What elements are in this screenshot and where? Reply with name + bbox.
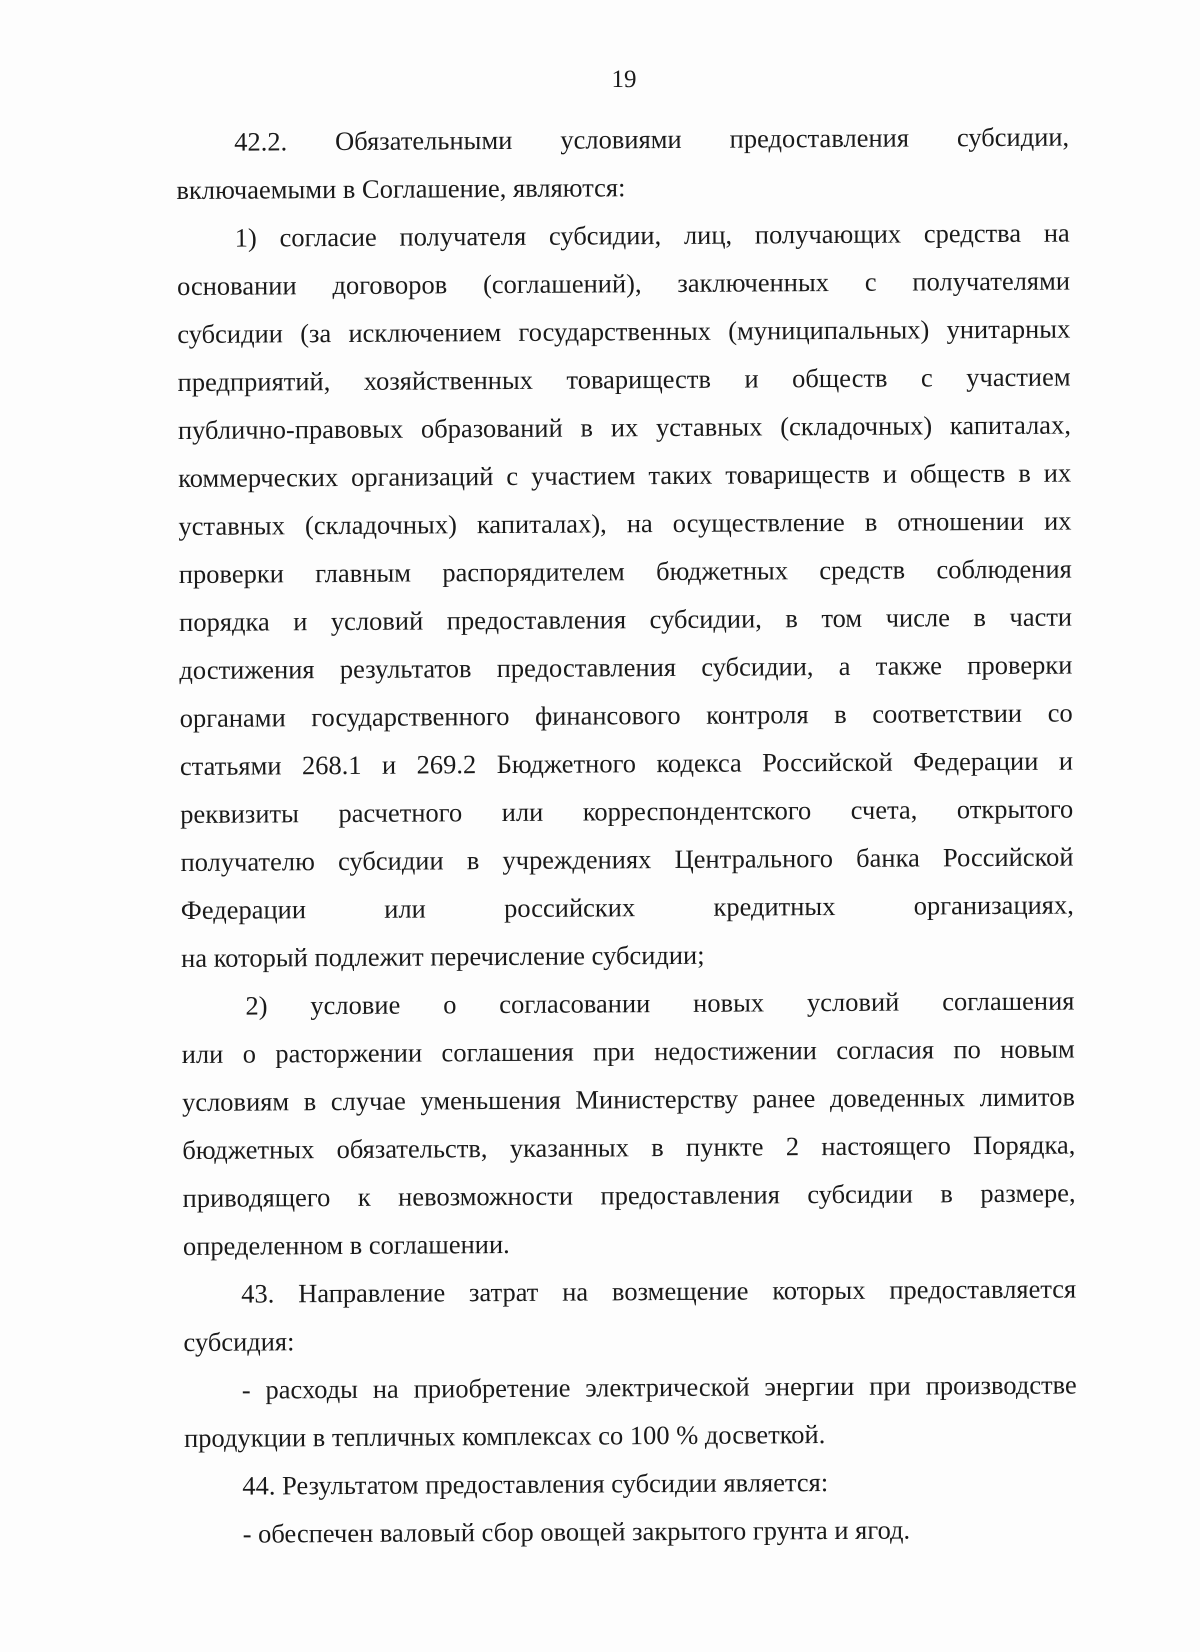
item-1-line-6: коммерческих организаций с участием таких товариществ и обществ в их <box>178 457 1072 493</box>
item-1-line-2: основании договоров (соглашений), заключенных с получателями <box>176 265 1071 301</box>
item-1-line-13: реквизиты расчетного или корреспондентского счета, открытого <box>180 793 1074 829</box>
item-1-line-1: 1) согласие получателя субсидии, лиц, получающих средства на <box>234 217 1070 253</box>
paragraph-43-item-line-2: продукции в тепличных комплексах со 100 % досветкой. <box>183 1419 826 1453</box>
paragraph-44-item-line-1: - обеспечен валовый сбор овощей закрытого грунта и ягод. <box>242 1514 911 1549</box>
paragraph-43-line-2: субсидия: <box>183 1326 295 1357</box>
item-1-line-11: органами государственного финансового контроля в соответствии со <box>179 697 1073 733</box>
item-1-line-16: на который подлежит перечисление субсидии; <box>181 939 705 973</box>
item-1-line-15: Федерации или российских кредитных организациях, <box>180 889 1074 925</box>
item-1-line-10: достижения результатов предоставления субсидии, а также проверки <box>179 649 1073 685</box>
page-number: 19 <box>611 66 637 93</box>
item-1-line-9: порядка и условий предоставления субсидии, в том числе в части <box>178 601 1073 637</box>
document-body <box>176 113 1078 1558</box>
item-2-line-1: 2) условие о согласовании новых условий соглашения <box>245 985 1075 1021</box>
item-2-line-4: бюджетных обязательств, указанных в пункте 2 настоящего Порядка, <box>182 1129 1076 1165</box>
item-2-line-5: приводящего к невозможности предоставления субсидии в размере, <box>182 1177 1076 1213</box>
item-1-line-12: статьями 268.1 и 269.2 Бюджетного кодекса Российской Федерации и <box>179 745 1074 781</box>
item-2-line-2: или о расторжении соглашения при недостижении согласия по новым <box>181 1033 1075 1069</box>
paragraph-42-2-line-1: 42.2. Обязательными условиями предоставления субсидии, <box>234 121 1070 157</box>
item-1-line-5: публично-правовых образований в их уставных (складочных) капиталах, <box>177 409 1071 445</box>
paragraph-43-item-line-1: - расходы на приобретение электрической энергии при производстве <box>241 1369 1077 1405</box>
item-2-line-3: условиям в случае уменьшения Министерству ранее доведенных лимитов <box>181 1081 1076 1117</box>
item-1-line-4: предприятий, хозяйственных товариществ и обществ с участием <box>177 361 1071 397</box>
item-1-line-8: проверки главным распорядителем бюджетных средств соблюдения <box>178 553 1072 589</box>
item-1-line-14: получателю субсидии в учреждениях Центрального банка Российской <box>180 841 1074 877</box>
paragraph-44-line-1: 44. Результатом предоставления субсидии является: <box>242 1467 829 1501</box>
item-2-line-6: определенном в соглашении. <box>182 1228 510 1261</box>
item-1-line-7: уставных (складочных) капиталах), на осуществление в отношении их <box>178 505 1072 541</box>
paragraph-43-line-1: 43. Направление затрат на возмещение которых предоставляется <box>241 1273 1077 1309</box>
item-1-line-3: субсидии (за исключением государственных (муниципальных) унитарных <box>177 313 1071 349</box>
paragraph-42-2-line-2: включаемыми в Соглашение, являются: <box>176 172 626 205</box>
